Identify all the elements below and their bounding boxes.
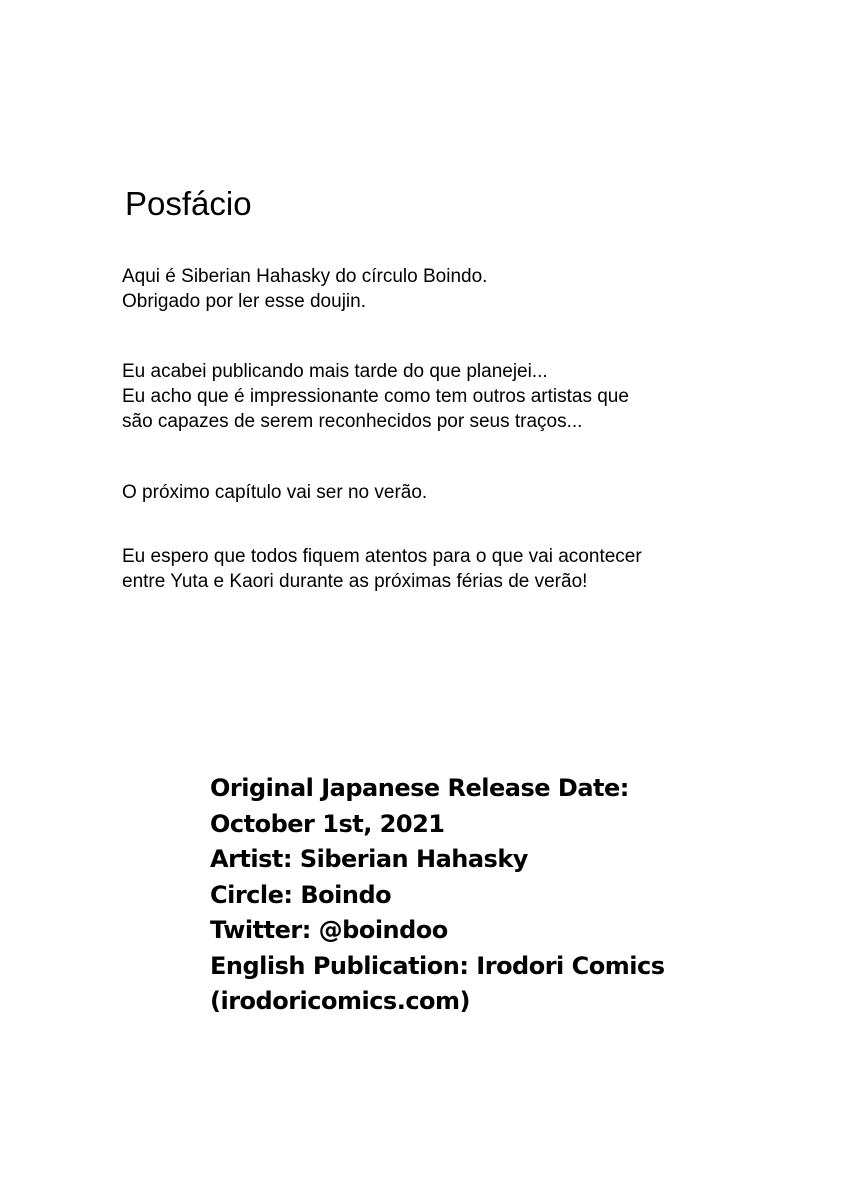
credits-block (210, 771, 830, 1020)
paragraph-line: O próximo capítulo vai ser no verão. (122, 482, 428, 503)
paragraph-line: Eu espero que todos fiquem atentos para o que vai acontecer (122, 546, 642, 567)
credit-artist: Artist: Siberian Hahasky (210, 845, 528, 873)
credit-website: (irodoricomics.com) (210, 987, 471, 1015)
credit-english-publication: English Publication: Irodori Comics (210, 951, 665, 980)
paragraph-line: Obrigado por ler esse doujin. (122, 291, 366, 312)
credit-release-date: October 1st, 2021 (210, 809, 445, 838)
page-title: Posfácio (125, 185, 252, 222)
paragraph-greeting (122, 264, 762, 314)
paragraph-line: entre Yuta e Kaori durante as próximas férias de verão! (122, 571, 588, 592)
paragraph-next-chapter (122, 480, 762, 505)
paragraph-line: Eu acabei publicando mais tarde do que planejei... (122, 361, 548, 382)
credit-circle: Circle: Boindo (210, 880, 392, 909)
paragraph-line: são capazes de serem reconhecidos por seus traços... (122, 411, 583, 432)
paragraph-publishing (122, 359, 762, 434)
paragraph-closing (122, 544, 762, 594)
paragraph-line: Aqui é Siberian Hahasky do círculo Boindo. (122, 266, 488, 287)
credit-twitter: Twitter: @boindoo (210, 916, 448, 944)
paragraph-line: Eu acho que é impressionante como tem outros artistas que (122, 386, 629, 407)
credit-release-date-label: Original Japanese Release Date: (210, 774, 629, 802)
